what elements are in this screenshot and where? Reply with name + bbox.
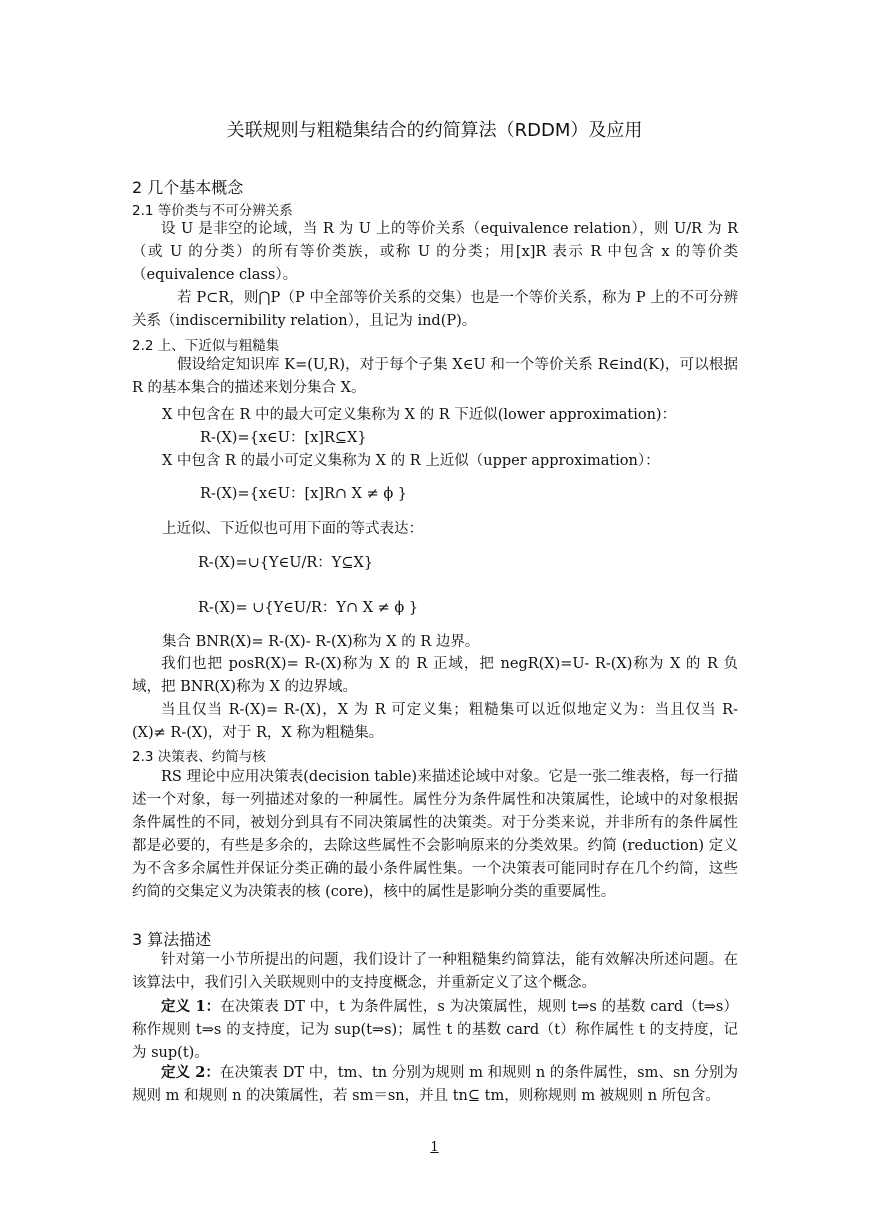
section-2-3-heading: 2.3 决策表、约简与核	[132, 749, 266, 765]
section-2-1-paragraph-1: 设 U 是非空的论域，当 R 为 U 上的等价关系（equivalence relation），则 U/R 为 R（或 U 的分类）的所有等价类族，或称 U 的分类；用[x]R 表示 R 中包含 x 的等价类（equivalence class）。	[132, 221, 738, 283]
section-3-heading: 3 算法描述	[132, 930, 212, 949]
section-2-2-heading: 2.2 上、下近似与粗糙集	[132, 338, 280, 354]
section-2-3-paragraph-1: RS 理论中应用决策表(decision table)来描述论域中对象。它是一张二维表格，每一行描述一个对象，每一列描述对象的一种属性。属性分为条件属性和决策属性，论域中的对象根据条件属性的不同，被划分到具有不同决策属性的决策类。对于分类来说，并非所有的条件属性都是必要的，有些是多余的，去除这些属性不会影响原来的分类效果。约简 (reduction) 定义为不含多余属性并保证分类正确的最小条件属性集。一个决策表可能同时存在几个约简，这些约简的交集定义为决策表的核 (core)，核中的属性是影响分类的重要属性。	[132, 769, 738, 900]
definition-2-label: 定义 2：	[161, 1064, 220, 1081]
definition-2	[132, 1061, 738, 1108]
page-title: 关联规则与粗糙集结合的约简算法（RDDM）及应用	[226, 120, 643, 141]
lower-approx-formula: R-(X)={x∈U：[x]R⊆X}	[200, 430, 367, 446]
definition-1-text: 在决策表 DT 中，t 为条件属性，s 为决策属性，规则 t⇒s 的基数 card（t⇒s）称作规则 t⇒s 的支持度，记为 sup(t⇒s)；属性 t 的基数 card（t）称作属性 t 的支持度，记为 sup(t)。	[132, 999, 739, 1061]
definition-1-label: 定义 1：	[161, 998, 221, 1015]
equation-intro: 上近似、下近似也可用下面的等式表达：	[162, 521, 423, 537]
upper-approx-formula: R-(X)={x∈U：[x]R∩ X ≠ ϕ }	[200, 486, 408, 502]
positive-region-text: 我们也把 posR(X)= R-(X)称为 X 的 R 正域，把 negR(X)=U- R-(X)称为 X 的 R 负域，把 BNR(X)称为 X 的边界域。	[132, 656, 738, 695]
upper-approx-text: X 中包含 R 的最小可定义集称为 X 的 R 上近似（upper approximation）：	[162, 453, 660, 469]
equation-1: R-(X)=∪{Y∈U/R：Y⊆X}	[198, 555, 374, 571]
boundary-text: 集合 BNR(X)= R-(X)- R-(X)称为 X 的 R 边界。	[162, 634, 480, 650]
equation-2: R-(X)= ∪{Y∈U/R：Y∩ X ≠ ϕ }	[198, 600, 419, 616]
section-2-1-paragraph-2: 若 P⊂R，则⋂P（P 中全部等价关系的交集）也是一个等价关系，称为 P 上的不可分辨关系（indiscernibility relation），且记为 ind(P)。	[132, 290, 738, 329]
definition-1	[132, 995, 738, 1065]
section-3-paragraph-1: 针对第一小节所提出的问题，我们设计了一种粗糙集约简算法，能有效解决所述问题。在该算法中，我们引入关联规则中的支持度概念，并重新定义了这个概念。	[132, 952, 738, 991]
section-2-2-paragraph-1: 假设给定知识库 K=(U,R)，对于每个子集 X∈U 和一个等价关系 R∈ind(K)，可以根据 R 的基本集合的描述来划分集合 X。	[132, 357, 738, 396]
definition-2-text: 在决策表 DT 中，tm、tn 分别为规则 m 和规则 n 的条件属性，sm、sn 分别为规则 m 和规则 n 的决策属性，若 sm＝sn，并且 tn⊆ tm，则称规则 m 被规则 n 所包含。	[132, 1065, 739, 1104]
rough-set-definition: 当且仅当 R-(X)= R-(X)，X 为 R 可定义集；粗糙集可以近似地定义为：当且仅当 R-(X)≠ R-(X)，对于 R，X 称为粗糙集。	[132, 702, 738, 741]
section-2-heading: 2 几个基本概念	[132, 178, 244, 197]
section-2-1-heading: 2.1 等价类与不可分辨关系	[132, 203, 293, 219]
page-number: 1	[430, 1140, 439, 1155]
lower-approx-text: X 中包含在 R 中的最大可定义集称为 X 的 R 下近似(lower approximation)：	[162, 407, 677, 423]
